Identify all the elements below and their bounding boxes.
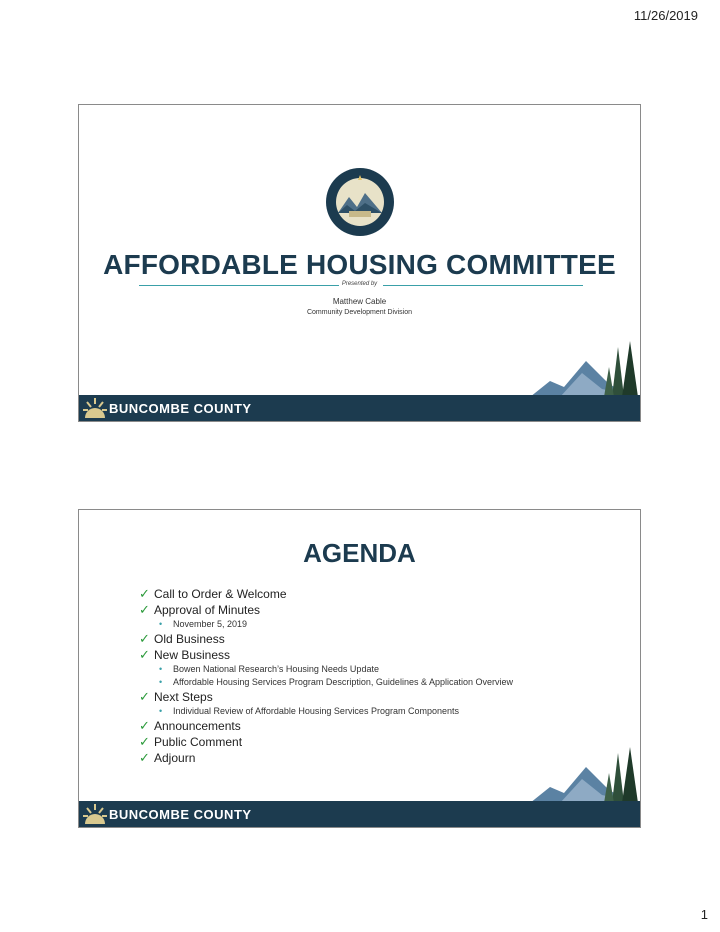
checkmark-icon: ✓ xyxy=(139,631,150,646)
footer-brand: BUNCOMBE COUNTY xyxy=(109,807,252,822)
bullet-icon: • xyxy=(159,664,163,674)
sun-rays-icon xyxy=(83,802,107,826)
agenda-subitem: • Individual Review of Affordable Housing Services Program Components xyxy=(159,706,459,716)
agenda-item: ✓ Adjourn xyxy=(139,750,196,765)
agenda-subitem: • November 5, 2019 xyxy=(159,619,248,629)
county-seal-icon xyxy=(325,167,395,237)
checkmark-icon: ✓ xyxy=(139,750,150,765)
checkmark-icon: ✓ xyxy=(139,718,150,733)
agenda-item: ✓ Approval of Minutes xyxy=(139,602,261,617)
checkmark-icon: ✓ xyxy=(139,602,150,617)
agenda-item: ✓ Call to Order & Welcome xyxy=(139,586,287,601)
agenda-slide xyxy=(78,509,641,828)
agenda-subitem: • Affordable Housing Services Program Description, Guidelines & Application Overview xyxy=(159,677,513,687)
bullet-icon: • xyxy=(159,706,163,716)
header-date: 11/26/2019 xyxy=(633,8,698,23)
agenda-item: ✓ New Business xyxy=(139,647,231,662)
presenter-name: Matthew Cable xyxy=(332,297,387,306)
agenda-list xyxy=(139,586,513,766)
checkmark-icon: ✓ xyxy=(139,647,150,662)
footer-brand: BUNCOMBE COUNTY xyxy=(109,401,252,416)
sun-rays-icon xyxy=(83,396,107,420)
checkmark-icon: ✓ xyxy=(139,689,150,704)
presented-by-label: Presented by xyxy=(341,281,378,287)
checkmark-icon: ✓ xyxy=(139,734,150,749)
footer-band xyxy=(79,801,640,827)
mountain-trees-icon xyxy=(530,337,640,397)
footer-band xyxy=(79,395,640,421)
bullet-icon: • xyxy=(159,619,163,629)
title-slide xyxy=(78,104,641,422)
agenda-item: ✓ Announcements xyxy=(139,718,241,733)
agenda-item: ✓ Next Steps xyxy=(139,689,213,704)
agenda-item: ✓ Old Business xyxy=(139,631,225,646)
page-number: 1 xyxy=(700,907,708,922)
checkmark-icon: ✓ xyxy=(139,586,150,601)
mountain-trees-icon xyxy=(530,743,640,803)
agenda-subitem: • Bowen National Research’s Housing Needs Update xyxy=(159,664,379,674)
agenda-title: AGENDA xyxy=(303,538,416,568)
division-name: Community Development Division xyxy=(306,309,413,316)
bullet-icon: • xyxy=(159,677,163,687)
slide-title: AFFORDABLE HOUSING COMMITTEE xyxy=(103,249,616,280)
agenda-item: ✓ Public Comment xyxy=(139,734,243,749)
